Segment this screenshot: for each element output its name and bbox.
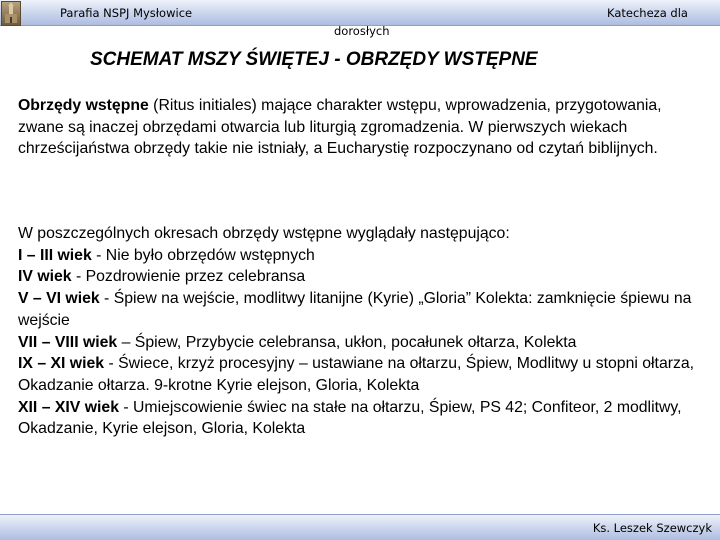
period-text: - Śpiew na wejście, modlitwy litanijne (Kyrie) „Gloria” Kolekta: zamknięcie śpiewu na wejście [18, 290, 692, 329]
period-label: VII – VIII wiek [18, 333, 118, 351]
period-label: IV wiek [18, 268, 72, 286]
intro-term: Obrzędy wstępne [18, 97, 149, 114]
slide-title: SCHEMAT MSZY ŚWIĘTEJ - OBRZĘDY WSTĘPNE [90, 49, 538, 70]
period-label: I – III wiek [18, 246, 92, 264]
period-item [18, 332, 708, 354]
intro-paragraph [18, 95, 708, 160]
author-name: Ks. Leszek Szewczyk [592, 521, 712, 535]
period-item [18, 353, 708, 396]
period-text: - Umiejscowienie świec na stałe na ołtarzu, Śpiew, PS 42; Confiteor, 2 modlitwy, Okadzanie, Kyrie elejson, Gloria, Kolekta [18, 398, 682, 438]
catechesis-label: Katecheza dla [607, 6, 688, 20]
period-text: - Nie było obrzędów wstępnych [91, 246, 315, 264]
period-text: – Śpiew, Przybycie celebransa, ukłon, pocałunek ołtarza, Kolekta [117, 333, 577, 351]
catechesis-label-continued: dorosłych [334, 24, 390, 38]
period-text: - Pozdrowienie przez celebransa [71, 268, 306, 286]
period-item [18, 245, 708, 267]
period-label: IX – XI wiek [18, 355, 105, 373]
period-label: XII – XIV wiek [18, 398, 119, 416]
header-bar [0, 0, 720, 26]
period-text: - Świece, krzyż procesyjny – ustawiane na ołtarzu, Śpiew, Modlitwy u stopni ołtarza, Okadzanie ołtarza. 9-krotne Kyrie elejson, Gloria, Kolekta [18, 355, 695, 394]
period-label: V – VI wiek [18, 290, 100, 308]
period-item [18, 288, 708, 331]
footer-bar [0, 514, 720, 540]
intro-text: (Ritus initiales) mające charakter wstępu, wprowadzenia, przygotowania, zwane są inaczej obrzędami otwarcia lub liturgią zgromadzenia. W pierwszych wiekach chrześcijaństwa obrzędy takie nie istniały, a Eucharystię rozpoczynano od czytań biblijnych. [18, 97, 662, 158]
parish-name: Parafia NSPJ Mysłowice [60, 6, 193, 20]
periods-intro: W poszczególnych okresach obrzędy wstępne wyglądały następująco: [18, 225, 510, 242]
period-item [18, 397, 708, 440]
period-item [18, 266, 708, 288]
church-logo-icon [1, 1, 21, 26]
periods-list [18, 223, 708, 440]
